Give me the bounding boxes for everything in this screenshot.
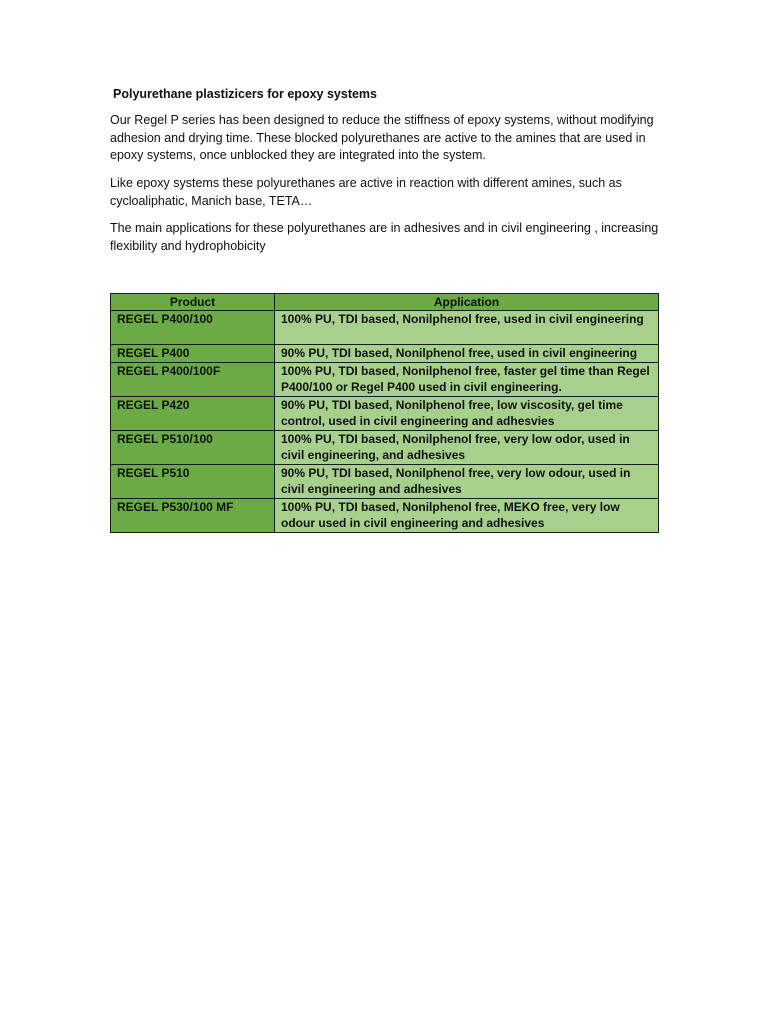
table-row [111, 396, 659, 430]
product-cell: REGEL P400/100 [111, 311, 275, 345]
product-cell: REGEL P400 [111, 345, 275, 363]
product-cell: REGEL P420 [111, 396, 275, 430]
table-header-row [111, 294, 659, 311]
header-application: Application [275, 294, 659, 311]
product-table [110, 293, 659, 533]
table-row [111, 345, 659, 363]
document-title: Polyurethane plastizicers for epoxy systems [113, 87, 377, 101]
application-cell: 90% PU, TDI based, Nonilphenol free, used in civil engineering [275, 345, 659, 363]
table-row [111, 464, 659, 498]
table-row [111, 311, 659, 345]
header-product: Product [111, 294, 275, 311]
table-row [111, 498, 659, 532]
table-row [111, 430, 659, 464]
intro-paragraph: Our Regel P series has been designed to reduce the stiffness of epoxy systems, without modifying adhesion and drying time. These blocked polyurethanes are active to the amines that are used in epoxy systems, once unblocked they are integrated into the system. [110, 113, 654, 162]
application-cell: 90% PU, TDI based, Nonilphenol free, very low odour, used in civil engineering and adhesives [275, 464, 659, 498]
applications-paragraph: The main applications for these polyurethanes are in adhesives and in civil engineering , increasing flexibility and hydrophobicity [110, 221, 659, 253]
table-row [111, 362, 659, 396]
application-cell: 90% PU, TDI based, Nonilphenol free, low viscosity, gel time control, used in civil engineering and adhesvies [275, 396, 659, 430]
product-cell: REGEL P510/100 [111, 430, 275, 464]
product-cell: REGEL P530/100 MF [111, 498, 275, 532]
application-cell: 100% PU, TDI based, Nonilphenol free, MEKO free, very low odour used in civil engineering and adhesives [275, 498, 659, 532]
amines-paragraph: Like epoxy systems these polyurethanes are active in reaction with different amines, such as cycloaliphatic, Manich base, TETA… [110, 176, 622, 208]
product-table-container [110, 293, 658, 533]
product-cell: REGEL P510 [111, 464, 275, 498]
application-cell: 100% PU, TDI based, Nonilphenol free, used in civil engineering [275, 311, 659, 345]
application-cell: 100% PU, TDI based, Nonilphenol free, very low odor, used in civil engineering, and adhesives [275, 430, 659, 464]
application-cell: 100% PU, TDI based, Nonilphenol free, faster gel time than Regel P400/100 or Regel P400 used in civil engineering. [275, 362, 659, 396]
product-cell: REGEL P400/100F [111, 362, 275, 396]
